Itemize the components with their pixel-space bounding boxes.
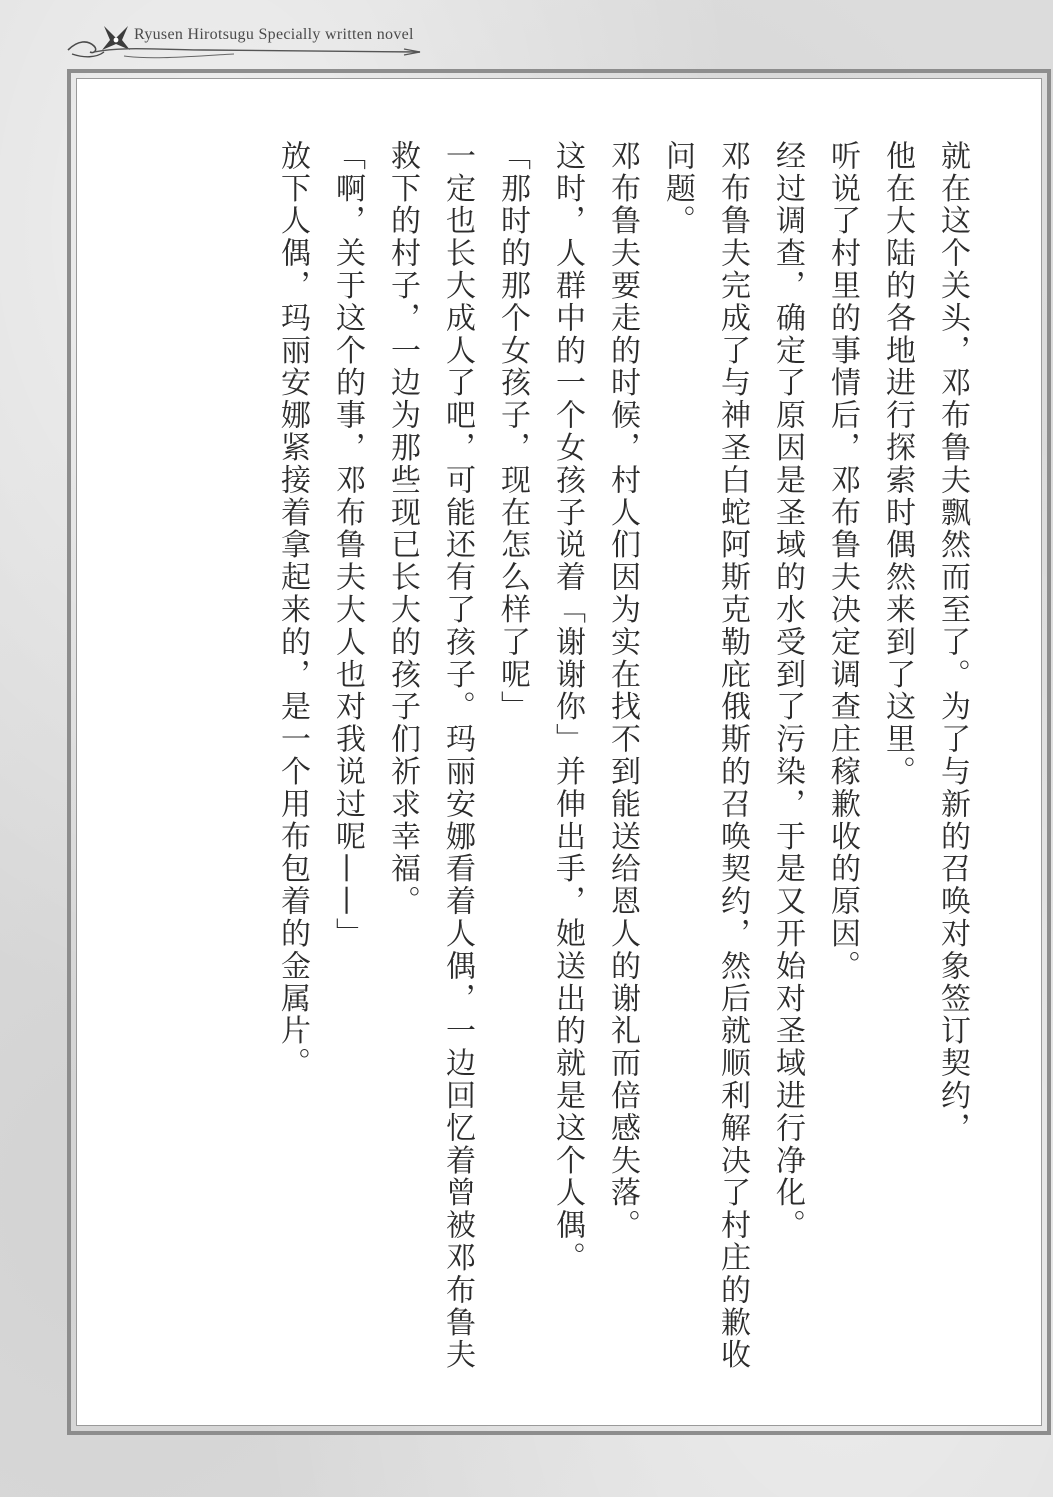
paragraph: 就在这个关头，邓布鲁夫飘然而至了。为了与新的召唤对象签订契约， xyxy=(935,140,970,1145)
novel-text-area xyxy=(120,140,980,1400)
paragraph: 他在大陆的各地进行探索时偶然来到了这里。 xyxy=(880,140,915,788)
header-title: Ryusen Hirotsugu Specially written novel xyxy=(134,26,414,43)
paragraph: 「那时的那个女孩子，现在怎么样了呢」 xyxy=(495,140,530,724)
running-header xyxy=(64,16,424,62)
paragraph: 「啊，关于这个的事，邓布鲁夫大人也对我说过呢——」 xyxy=(330,140,365,950)
paragraph: 听说了村里的事情后，邓布鲁夫决定调查庄稼歉收的原因。 xyxy=(825,140,860,983)
paragraph: 经过调查，确定了原因是圣域的水受到了污染，于是又开始对圣域进行净化。 xyxy=(770,140,805,1242)
paragraph: 一定也长大成人了吧，可能还有了孩子。玛丽安娜看着人偶，一边回忆着曾被邓布鲁夫救下的村子，一边为那些现已长大的孩子们祈求幸福。 xyxy=(385,140,475,1372)
paragraph: 邓布鲁夫要走的时候，村人们因为实在找不到能送给恩人的谢礼而倍感失落。 xyxy=(605,140,640,1242)
vertical-text-columns xyxy=(120,140,980,1400)
paragraph: 放下人偶，玛丽安娜紧接着拿起来的，是一个用布包着的金属片。 xyxy=(275,140,310,1080)
paragraph: 邓布鲁夫完成了与神圣白蛇阿斯克勒庇俄斯的召唤契约，然后就顺利解决了村庄的歉收问题。 xyxy=(660,140,750,1372)
paragraph: 这时，人群中的一个女孩子说着「谢谢你」并伸出手，她送出的就是这个人偶。 xyxy=(550,140,585,1274)
